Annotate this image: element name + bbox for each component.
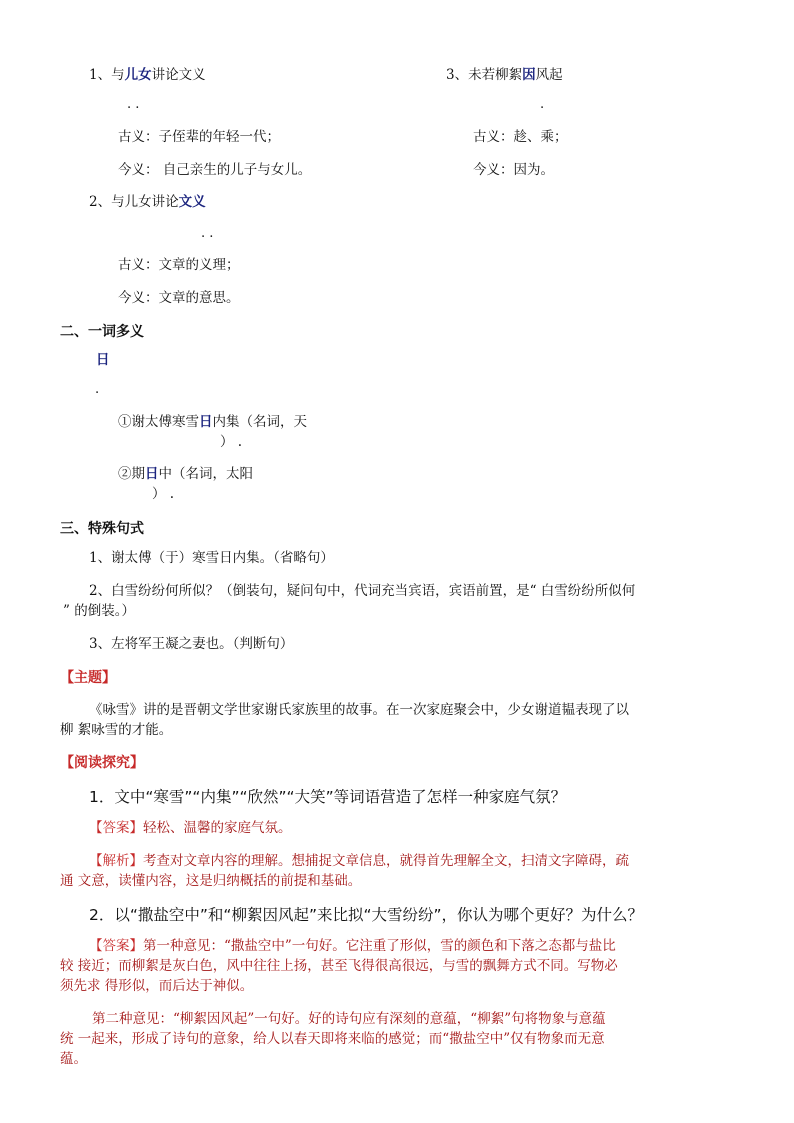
answer-label: 【答案】 bbox=[89, 938, 143, 954]
theme-label: 【主题】 bbox=[60, 670, 116, 686]
answer2-line3: 须先求 得形似，而后达于神似。 bbox=[60, 978, 254, 994]
item2-jin: 今义：文章的意思。 bbox=[118, 290, 240, 306]
item2-gu: 古义：文章的义理； bbox=[118, 257, 240, 273]
analysis1-line1: 【解析】考查对文章内容的理解。想捕捉文章信息，就得首先理解全文，扫清文字障碍，疏 bbox=[89, 853, 629, 869]
theme-line1: 《咏雪》讲的是晋朝文学世家谢氏家族里的故事。在一次家庭聚会中，少女谢道韫表现了以 bbox=[89, 702, 629, 718]
example2-close: ） . bbox=[152, 486, 175, 502]
highlight-word: 日 bbox=[199, 414, 213, 430]
answer-label: 【答案】 bbox=[89, 820, 143, 836]
item1-jin: 今义： 自己亲生的儿子与女儿。 bbox=[118, 162, 312, 178]
answer1: 【答案】轻松、温馨的家庭气氛。 bbox=[89, 820, 292, 836]
analysis-label: 【解析】 bbox=[89, 853, 143, 869]
answer2-line4: 第二种意见：“柳絮因风起”一句好。好的诗句应有深刻的意蕴，“柳絮”句将物象与意蕴 bbox=[92, 1011, 606, 1027]
item1-line: 1、与儿女讲论文义 bbox=[89, 67, 206, 83]
example2-line: ②期日中（名词，太阳 bbox=[118, 466, 253, 482]
highlight-word: 日 bbox=[145, 466, 159, 482]
sentence3: 3、左将军王凝之妻也。（判断句） bbox=[89, 636, 294, 652]
item2-line: 2、与儿女讲论文义 bbox=[89, 194, 206, 210]
item1-dots: . . bbox=[127, 97, 140, 112]
sentence2-line2: ” 的倒装。） bbox=[63, 603, 135, 619]
answer2-line1: 【答案】第一种意见：“撒盐空中”一句好。它注重了形似，雪的颜色和下落之态都与盐比 bbox=[89, 938, 616, 954]
highlight-word: 文义 bbox=[178, 194, 206, 210]
polysemy-dot: . bbox=[95, 382, 100, 397]
question2: 2．以“撒盐空中”和“柳絮因风起”来比拟“大雪纷纷”，你认为哪个更好？为什么？ bbox=[89, 906, 644, 924]
reading-label: 【阅读探究】 bbox=[60, 755, 144, 771]
question1: 1．文中“寒雪”“内集”“欣然”“大笑”等词语营造了怎样一种家庭气氛？ bbox=[89, 788, 567, 806]
item3-dots: . bbox=[540, 97, 545, 112]
highlight-word: 因 bbox=[522, 67, 536, 83]
sentence1: 1、谢太傅（于）寒雪日内集。（省略句） bbox=[89, 550, 334, 566]
sentence2-line1: 2、白雪纷纷何所似？（倒装句，疑问句中，代词充当宾语，宾语前置，是“ 白雪纷纷所似何 bbox=[89, 583, 636, 599]
item3-line: 3、未若柳絮因风起 bbox=[446, 67, 563, 83]
analysis1-line2: 通 文意，读懂内容，这是归纳概括的前提和基础。 bbox=[60, 873, 362, 889]
example1-line: ①谢太傅寒雪日内集（名词，天 bbox=[118, 414, 307, 430]
item3-gu: 古义：趁、乘； bbox=[473, 129, 568, 145]
item2-dots: . . bbox=[201, 226, 214, 241]
item1-gu: 古义：子侄辈的年轻一代； bbox=[118, 129, 280, 145]
item3-jin: 今义：因为。 bbox=[473, 162, 554, 178]
polysemy-word: 日 bbox=[96, 352, 110, 368]
answer2-line6: 蕴。 bbox=[60, 1051, 87, 1067]
highlight-word: 儿女 bbox=[124, 67, 152, 83]
section3-heading: 三、特殊句式 bbox=[60, 521, 144, 537]
theme-line2: 柳 絮咏雪的才能。 bbox=[60, 722, 173, 738]
example1-close: ） . bbox=[220, 434, 243, 450]
answer2-line2: 较 接近；而柳絮是灰白色，风中往往上扬，甚至飞得很高很远，与雪的飘舞方式不同。写物必 bbox=[60, 958, 618, 974]
section2-heading: 二、一词多义 bbox=[60, 324, 144, 340]
answer2-line5: 统 一起来，形成了诗句的意象，给人以春天即将来临的感觉；而“撒盐空中”仅有物象而无意 bbox=[60, 1031, 605, 1047]
